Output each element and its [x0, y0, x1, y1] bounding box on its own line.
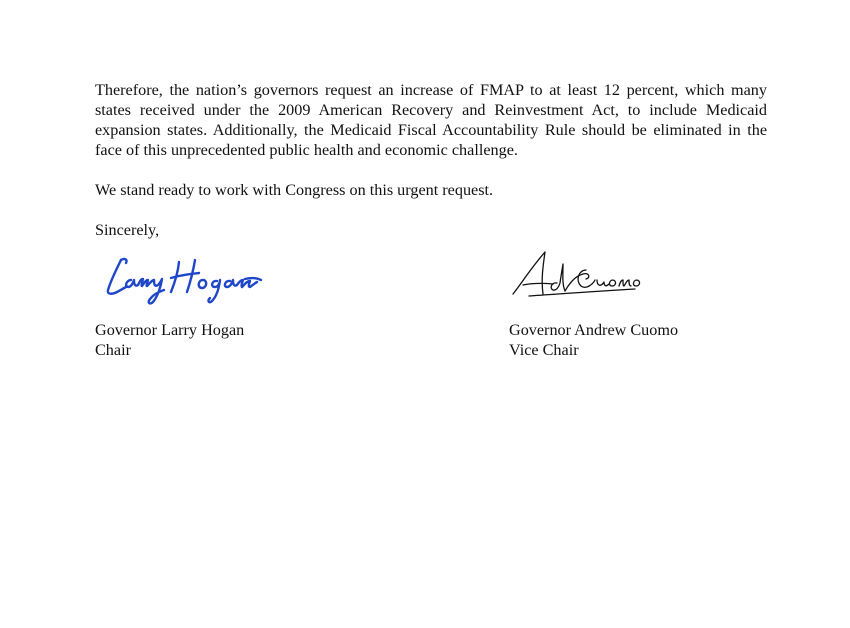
signatory-name-cuomo: Governor Andrew Cuomo [509, 321, 679, 339]
signature-block-cuomo [509, 250, 769, 360]
closing-salutation: Sincerely, [95, 221, 160, 239]
signatory-name-hogan: Governor Larry Hogan [95, 321, 245, 339]
signatory-title-chair: Chair [95, 341, 131, 359]
body-paragraph-ready: We stand ready to work with Congress on this urgent request. [95, 181, 494, 199]
handwritten-signature-cuomo [509, 250, 659, 316]
signatory-title-vice-chair: Vice Chair [509, 341, 579, 359]
signature-block-hogan [95, 250, 355, 360]
handwritten-signature-hogan [95, 250, 285, 316]
body-paragraph-fmap: Therefore, the nation’s governors request an increase of FMAP to at least 12 percent, which many states received under the 2009 American Recovery and Reinvestment Act, to include Medicaid expansion states. Additionally, the Medicaid Fiscal Accountability Rule should be eliminated in the face of this unprecedented public health and economic challenge. [95, 81, 767, 159]
